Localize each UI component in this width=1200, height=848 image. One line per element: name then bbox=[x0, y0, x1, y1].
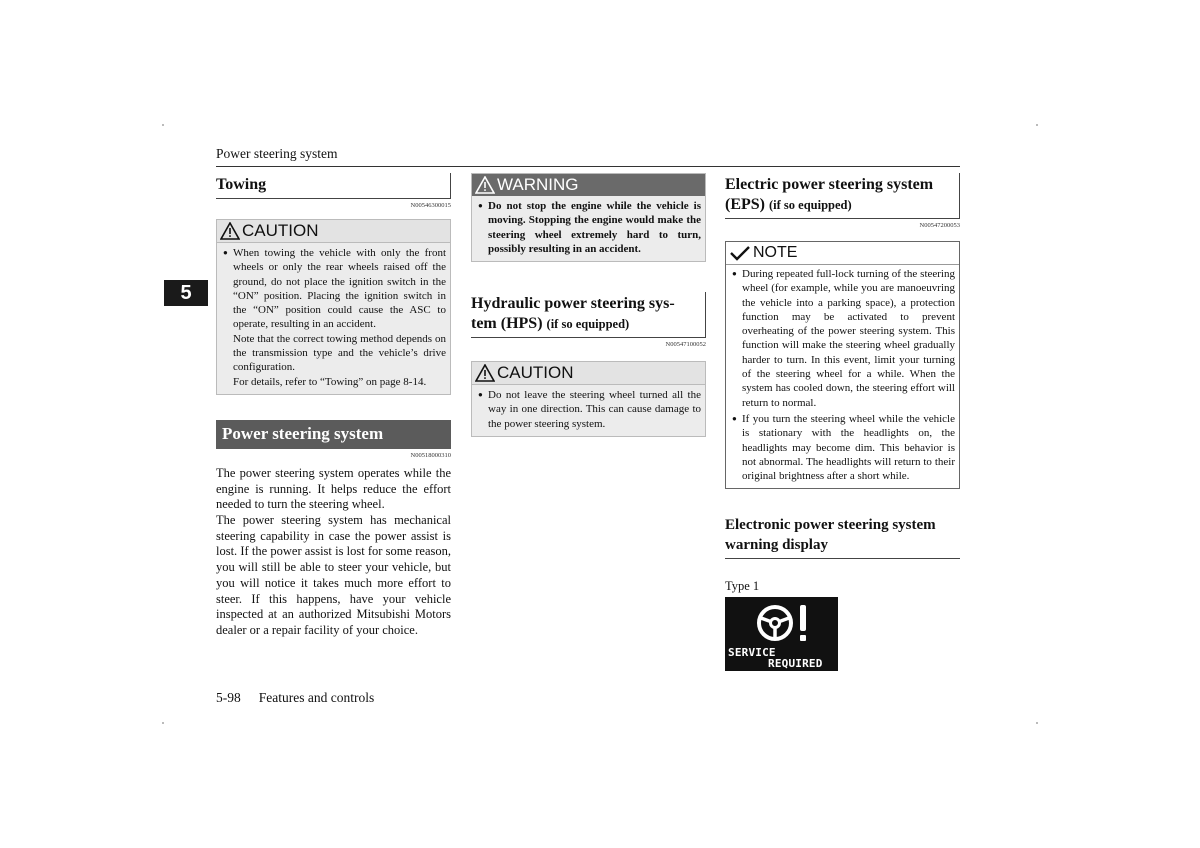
hps-heading-box bbox=[471, 292, 706, 338]
warning-header bbox=[472, 174, 705, 196]
hps-title-abbrev: tem (HPS) bbox=[471, 315, 543, 333]
hps-title-line-1: Hydraulic power steering sys- bbox=[471, 295, 675, 313]
running-header: Power steering system bbox=[216, 146, 338, 161]
note-item: ● If you turn the steering wheel while the vehicle is stationary with the headlights on, the headlights may become dim. This behavior is not abnormal. The headlights will return to their original brightness after a short while. bbox=[732, 412, 955, 483]
crop-mark bbox=[1036, 722, 1038, 724]
display-heading-box bbox=[725, 515, 960, 559]
warning-item: ● Do not stop the engine while the vehicle is moving. Stopping the engine would make the steering wheel extremely hard to turn, possibly resulting in an accident. bbox=[478, 199, 701, 256]
towing-heading-box bbox=[216, 173, 451, 199]
note-body bbox=[726, 265, 959, 488]
eps-heading-box bbox=[725, 173, 960, 219]
crop-mark bbox=[1036, 124, 1038, 126]
column-3 bbox=[725, 173, 960, 671]
display-text-service: SERVICE bbox=[728, 646, 776, 660]
caution-note: Note that the correct towing method depends on the transmission type and the vehicle’s drive configuration. bbox=[233, 332, 446, 374]
header-rule bbox=[216, 166, 960, 167]
towing-code: N00546300015 bbox=[410, 202, 451, 209]
display-text-required: REQUIRED bbox=[768, 657, 823, 671]
display-title-line-2: warning display bbox=[725, 537, 828, 554]
towing-caution-box bbox=[216, 219, 451, 395]
power-steering-paragraph-2: The power steering system has mechanical steering capability in case the power assist is lost. If the power assist is lost for some reason, you will still be able to steer your vehicle, but you will notice it takes much more effort to steer. If this happens, have your vehicle inspected at an authorized Mitsubishi Motors dealer or a repair facility of your choice. bbox=[216, 513, 451, 637]
footer bbox=[216, 690, 392, 706]
caution-header bbox=[217, 220, 450, 243]
caution-body bbox=[217, 243, 450, 394]
towing-title: Towing bbox=[216, 176, 267, 193]
crop-mark bbox=[162, 722, 164, 724]
power-steering-code: N00518000310 bbox=[410, 451, 451, 459]
column-2 bbox=[471, 173, 706, 437]
note-header bbox=[726, 242, 959, 265]
warning-triangle-icon bbox=[475, 364, 495, 382]
warning-label: WARNING bbox=[497, 175, 579, 194]
display-type-label: Type 1 bbox=[725, 579, 760, 594]
note-label: NOTE bbox=[753, 244, 798, 261]
column-1 bbox=[216, 173, 451, 639]
note-box bbox=[725, 241, 960, 489]
hps-caution-box bbox=[471, 361, 706, 437]
service-required-display bbox=[725, 597, 838, 671]
crop-mark bbox=[162, 124, 164, 126]
caution-label: CAUTION bbox=[497, 363, 574, 383]
eps-suffix: (if so equipped) bbox=[769, 198, 852, 212]
page-number: 5-98 bbox=[216, 690, 241, 705]
power-steering-paragraph-1: The power steering system operates while the engine is running. It helps reduce the effort needed to turn the steering wheel. bbox=[216, 465, 451, 512]
eps-title-line-1: Electric power steering system bbox=[725, 176, 934, 193]
footer-section: Features and controls bbox=[258, 690, 375, 705]
warning-triangle-icon bbox=[220, 222, 240, 240]
caution-reference: For details, refer to “Towing” on page 8-14. bbox=[233, 375, 427, 388]
hps-title-line-2 bbox=[471, 314, 705, 334]
caution-item: ● Do not leave the steering wheel turned all the way in one direction. This can cause damage to the power steering system. bbox=[478, 388, 701, 431]
caution-label: CAUTION bbox=[242, 221, 319, 240]
steering-wheel-exclamation-icon bbox=[755, 603, 819, 645]
eps-code: N00547200053 bbox=[919, 222, 960, 229]
eps-title-line-2 bbox=[725, 195, 959, 215]
caution-header bbox=[472, 362, 705, 385]
warning-box bbox=[471, 173, 706, 262]
caution-body bbox=[472, 385, 705, 436]
note-item: ● During repeated full-lock turning of the steering wheel (for example, while you are manoeuvring the vehicle into a parking space), a protection function may be activated to prevent overheating of the power steering system. This function will make the steering wheel gradually harder to turn. In this event, limit your turning of the steering wheel for a while. When the system has cooled down, the steering effort will return to normal. bbox=[732, 267, 955, 410]
power-steering-banner: Power steering system bbox=[216, 420, 451, 449]
caution-item: ● When towing the vehicle with only the front wheels or only the rear wheels raised off the ground, do not place the ignition switch in the “ON” position. Placing the ignition switch in the “ON” position could cause the ASC to operate, resulting in an accident. bbox=[223, 246, 446, 332]
note-check-icon bbox=[729, 245, 751, 261]
hps-suffix: (if so equipped) bbox=[546, 317, 630, 332]
hps-code: N00547100052 bbox=[665, 341, 706, 349]
eps-title-abbrev: (EPS) bbox=[725, 196, 765, 213]
chapter-tab: 5 bbox=[164, 280, 208, 306]
warning-triangle-icon bbox=[475, 176, 495, 194]
warning-body bbox=[472, 196, 705, 261]
display-title-line-1: Electronic power steering system bbox=[725, 517, 936, 534]
